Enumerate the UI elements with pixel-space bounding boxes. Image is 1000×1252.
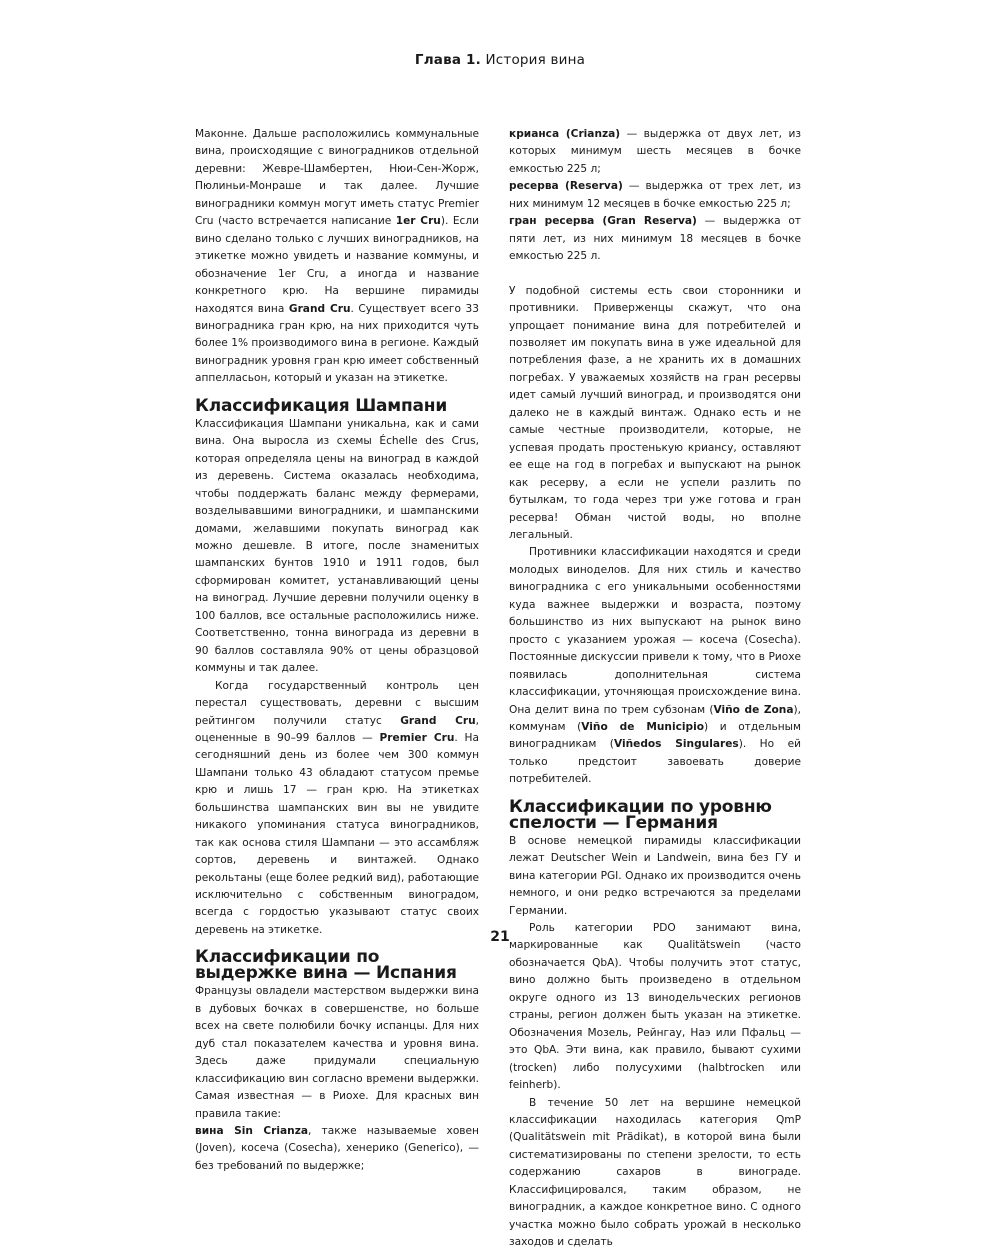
bold-term: Viño de Municipio [581, 720, 704, 733]
text: ), коммунам ( [509, 703, 801, 733]
paragraph-germany-1: В основе немецкой пирамиды классификации лежат Deutscher Wein и Landwein, вина без ГУ и вина категории PGI. Однако их производится очень немного, и они редко встречаются за пределами Германии. [509, 834, 801, 917]
bold-term: ресерва (Reserva) [509, 180, 623, 193]
bold-term: Premier Cru [379, 731, 455, 744]
bold-term: Grand Cru [288, 302, 351, 315]
bold-term: вина Sin Crianza [195, 1125, 309, 1138]
paragraph-burgundy [195, 126, 479, 388]
paragraph-champagne-1: Классификация Шампани уникальна, как и сами вина. Она выросла из схемы Échelle des Crus, которая определяла цены на виноград в каждой из деревень. Система оказалась необходима, чтобы поддержать баланс между фермерами, возделывавшими виноградники, и шампанскими домами, желавшими покупать виноград как можно дешевле. В итоге, после знаменитых шампанских бунтов 1910 и 1911 годов, был сформирован комитет, устанавливающий цены на виноград. Лучшие деревни получили оценку в 100 баллов, все остальные расположились ниже. Соответственно, тонна винограда из деревни в 90 баллов составляла 90% от цены образцовой коммуны и так далее. [195, 417, 479, 675]
paragraph-germany-2: Роль категории PDO занимают вина, маркированные как Qualitätswein (часто обозначается QbA). Чтобы получить этот статус, вино должно быть произведено в отдельном округе одного из 13 винодельческих регионов страны, регион должен быть указан на этикетке. Обозначения Мозель, Рейнгау, Наэ или Пфальц — это QbA. Эти вина, как правило, бывают сухими (trocken) либо полусухими (halbtrocken или feinherb). [509, 922, 801, 1092]
definition-reserva [509, 178, 801, 213]
text: — выдержка от трех лет, из них минимум 12 месяцев в бочке емкостью 225 л; [509, 180, 802, 210]
paragraph-spain-1: Французы овладели мастерством выдержки вина в дубовых бочках в совершенстве, но больше всех на свете полюбили бочку испанцы. Для них дуб стал показателем качества и уровня вина. Здесь даже придумали специальную классификацию вин согласно времени выдержки. Самая известная — в Риохе. Для красных вин правила такие: [195, 985, 479, 1120]
text: ). Если вино сделано только с лучших виноградников, на этикетке можно увидеть и название коммуны, и обозначение 1er Cru, а иногда и название конкретного крю. На вершине пирамиды находятся вина [195, 215, 479, 315]
text: Маконне. Дальше расположились коммунальные вина, происходящие с виноградников отдельной деревни: Жевре-Шамбертен, Нюи-Сен-Жорж, Пюлиньи-Монраше и так далее. Лучшие виноградники коммун могут иметь статус Premier Cru (часто встречается написание [195, 128, 479, 228]
page-number: 21 [490, 929, 510, 945]
text: , также называемые ховен (Joven), косеча (Cosecha), хенерико (Generico), — без требований по выдержке; [195, 1125, 479, 1172]
bold-term: гран ресерва (Gran Reserva) [509, 215, 697, 228]
bold-term: крианса (Crianza) [509, 128, 621, 140]
text: Когда государственный контроль цен перестал существовать, деревни с высшим рейтингом получили статус [195, 679, 479, 727]
definition-sin-crianza [195, 1123, 479, 1175]
paragraph-champagne-2 [195, 678, 479, 940]
text: ) и отдельным виноградникам ( [509, 720, 801, 751]
bold-term: Grand Cru [400, 714, 476, 727]
text: — выдержка от пяти лет, из них минимум 18 месяцев в бочке емкостью 225 л. [509, 215, 801, 263]
left-column [195, 126, 479, 1175]
chapter-label: Глава 1. [414, 52, 481, 68]
definition-crianza [509, 126, 801, 178]
bold-term: Viñedos Singulares [613, 738, 739, 751]
paragraph-germany-3: В течение 50 лет на вершине немецкой классификации находилась категория QmP (Qualitätswein mit Prädikat), в которой вина были систематизированы по степени зрелости, то есть содержанию сахаров в винограде. Классифицировался, таким образом, не виноградник, а каждое конкретное вино. С одного участка можно было собрать урожай в несколько заходов и сделать [509, 1096, 801, 1249]
chapter-title: История вина [485, 52, 586, 68]
text: . На сегодняшний день из более чем 300 коммун Шампани только 43 обладают статусом премье крю и лишь 17 — гран крю. На этикетках большинства шампанских вин вы не увидите никакого упоминания статуса виноградников, так как основа стиля Шампани — это ассамбляж сортов, деревень и винтажей. Однако рекольтаны (еще более редкий вид), работающие исключительно с собственным виноградом, всегда с гордостью указывают статус своих деревень на этикетке. [195, 731, 479, 936]
text: ). Но ей только предстоит завоевать доверие потребителей. [509, 738, 801, 786]
paragraph-supporters: У подобной системы есть свои сторонники и противники. Приверженцы скажут, что она упрощает понимание вина для потребителей и позволяет им покупать вина в уже идеальной для потребления фазе, а не хранить их в домашних погребах. У уважаемых хозяйств на гран ресервы идет самый лучший виноград, и производятся они далеко не в каждый винтаж. Однако есть и не самые честные производители, которые, не успевая продать простенькую криансу, оставляют ее еще на год в погребах и выпускают на рынок как ресерву, а если не успели разлить по бутылкам, то года через три уже готова и гран ресерва! Обман чистой воды, но вполне легальный. [509, 284, 801, 541]
paragraph-opponents [509, 544, 801, 788]
running-head [0, 52, 1000, 68]
heading-germany: Классификации по уровню спелости — Германия [509, 796, 772, 833]
bold-term: 1er Cru [395, 215, 441, 228]
heading-spain: Классификации по выдержке вина — Испания [195, 947, 457, 984]
definition-gran-reserva [509, 213, 801, 265]
text: . Существует всего 33 виноградника гран крю, на них приходится чуть более 1% производимого вина в регионе. Каждый виноградник уровня гран крю имеет собственный аппелласьон, который и указан на этикетке. [195, 302, 479, 385]
text: , оцененные в 90–99 баллов — [195, 714, 479, 744]
right-column [509, 126, 801, 1252]
heading-champagne: Классификация Шампани [195, 395, 448, 416]
bold-term: Viño de Zona [713, 703, 794, 716]
text: — выдержка от двух лет, из которых минимум шесть месяцев в бочке емкостью 225 л; [509, 128, 801, 175]
text: Противники классификации находятся и среди молодых виноделов. Для них стиль и качество виноградника с его уникальными особенностями куда важнее выдержки и возраста, поэтому большинство из них выпускают на рынок вино просто с указанием урожая — косеча (Cosecha). Постоянные дискуссии привели к тому, что в Риохе появилась дополнительная система классификации, уточняющая происхождение вина. Она делит вина по трем субзонам ( [509, 546, 801, 716]
